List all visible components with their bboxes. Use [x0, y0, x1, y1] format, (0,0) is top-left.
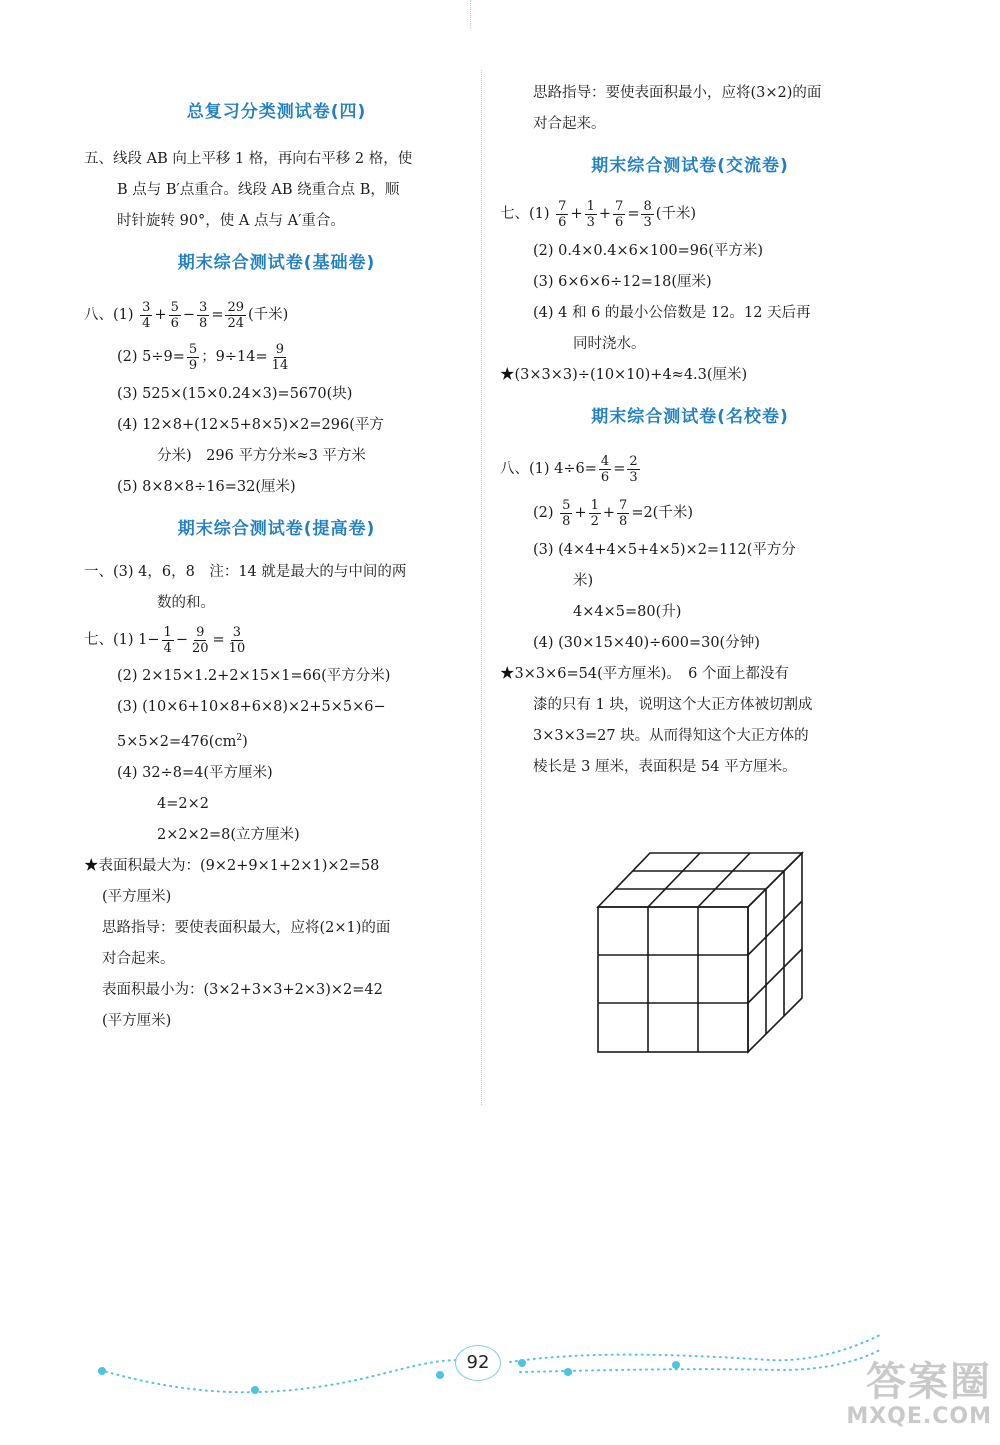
column-divider — [481, 70, 482, 1105]
question-label: 八、(1) — [84, 307, 134, 323]
answer-line-fraction: (2) $\frac{5}{8}$ + $\frac{1}{2}$ + $\frac{7}{8}$ =2(千米) — [533, 497, 694, 529]
answer-line-fraction: 八、(1) 4÷6= $\frac{4}{6}$ = $\frac{2}{3}$ — [500, 453, 638, 485]
fraction: $\frac{9}{20}$ — [191, 624, 209, 656]
answer-line: 五、线段 AB 向上平移 1 格，再向右平移 2 格，使 — [84, 151, 413, 167]
answer-line: (4) 32÷8=4(平方厘米) — [117, 764, 273, 781]
section-title-famous-school: 期末综合测试卷(名校卷) — [591, 407, 789, 427]
section-title-exchange: 期末综合测试卷(交流卷) — [591, 156, 789, 176]
page-top-mark — [470, 0, 471, 28]
answer-line: (4) 12×8+(12×5+8×5)×2=296(平方 — [117, 417, 384, 433]
answer-line: 2×2×2=8(立方厘米) — [157, 826, 300, 843]
answer-line: (4) (30×15×40)÷600=30(分钟) — [533, 635, 760, 651]
answer-line: ★表面积最大为：(9×2+9×1+2×1)×2=58 — [84, 857, 380, 874]
answer-line: (2) 2×15×1.2+2×15×1=66(平方分米) — [117, 668, 391, 684]
section-title-advanced: 期末综合测试卷(提高卷) — [177, 519, 376, 539]
answer-line-fraction: 七、(1) $\frac{7}{6}$ + $\frac{1}{3}$ + $\frac{7}{6}$ = $\frac{8}{3}$ (千米) — [500, 198, 697, 230]
fraction: $\frac{5}{6}$ — [170, 299, 179, 331]
answer-line: 对合起来。 — [102, 950, 175, 967]
fraction: $\frac{3}{4}$ — [142, 299, 151, 331]
fraction: $\frac{3}{10}$ — [228, 624, 246, 656]
answer-line: ★(3×3×3)÷(10×10)+4≈4.3(厘米) — [500, 367, 748, 383]
page-number: 92 — [455, 1345, 501, 1381]
fraction: $\frac{1}{3}$ — [586, 198, 595, 230]
fraction: $\frac{7}{6}$ — [615, 198, 624, 230]
star-icon: ★ — [500, 367, 515, 383]
answer-line: (3) (10×6+10×8+6×8)×2+5×5×6− — [117, 699, 386, 715]
answer-line: B 点与 B′点重合。线段 AB 绕重合点 B，顺 — [117, 182, 400, 198]
section-title-basic: 期末综合测试卷(基础卷) — [177, 253, 376, 273]
answer-line: 思路指导：要使表面积最小，应将(3×2)的面 — [533, 85, 822, 101]
answer-line: (5) 8×8×8÷16=32(厘米) — [117, 479, 296, 495]
answer-line: (平方厘米) — [102, 1012, 172, 1029]
answer-line: $5\times 5\times 2=476(cm^2)$ — [117, 733, 248, 750]
left-column — [84, 98, 469, 1037]
answer-line-fraction: 七、(1) 1− $\frac{1}{4}$ − $\frac{9}{20}$ = $\frac{3}{10}$ — [84, 624, 246, 656]
watermark — [812, 1360, 992, 1440]
answer-line: 时针旋转 90°，使 A 点与 A′重合。 — [117, 213, 345, 229]
answer-line: ★3×3×6=54(平方厘米)。 6 个面上都没有 — [500, 666, 789, 682]
answer-line-fraction: (2) 5÷9= $\frac{5}{9}$ ；9÷14= $\frac{9}{14}$ — [117, 341, 289, 373]
answer-line: 数的和。 — [157, 595, 215, 611]
answer-line: (4) 4 和 6 的最小公倍数是 12。12 天后再 — [533, 305, 811, 321]
fraction: $\frac{7}{8}$ — [619, 497, 628, 529]
fraction: $\frac{1}{4}$ — [163, 624, 172, 656]
answer-line: (2) 0.4×0.4×6×100=96(平方米) — [533, 243, 764, 259]
star-icon: ★ — [84, 857, 99, 874]
answer-line: 一、(3) 4，6，8 注：14 就是最大的与中间的两 — [84, 564, 407, 580]
answer-line: 对合起来。 — [533, 116, 606, 132]
answer-line: 分米) 296 平方分米≈3 平方米 — [157, 448, 366, 464]
watermark-url: MXQE.COM — [846, 1404, 992, 1429]
answer-line: 4=2×2 — [157, 795, 209, 812]
star-icon: ★ — [500, 666, 515, 682]
answer-line: 3×3×3=27 块。从而得知这个大正方体的 — [533, 728, 809, 744]
answer-line-fraction: 八、(1) $\frac{3}{4}$ + $\frac{5}{6}$ − $\frac{3}{8}$ = $\frac{29}{24}$ (千米) — [84, 299, 289, 331]
answer-line: 棱长是 3 厘米，表面积是 54 平方厘米。 — [533, 759, 797, 775]
right-column — [500, 78, 880, 783]
answer-line: 同时浇水。 — [573, 336, 646, 352]
fraction: $\frac{1}{2}$ — [590, 497, 599, 529]
fraction: $\frac{5}{9}$ — [188, 341, 198, 373]
answer-line: (3) (4×4+4×5+4×5)×2=112(平方分 — [533, 542, 796, 558]
answer-line: (3) 525×(15×0.24×3)=5670(块) — [117, 386, 353, 402]
fraction: $\frac{9}{14}$ — [271, 341, 289, 373]
answer-line: (平方厘米) — [102, 888, 172, 905]
answer-line: 漆的只有 1 块，说明这个大正方体被切割成 — [533, 697, 813, 713]
watermark-logo-text: 答案圈 — [866, 1359, 992, 1405]
fraction: $\frac{8}{3}$ — [643, 198, 652, 230]
fraction: $\frac{29}{24}$ — [227, 299, 245, 331]
fraction: $\frac{3}{8}$ — [199, 299, 208, 331]
answer-line: 思路指导：要使表面积最大，应将(2×1)的面 — [102, 919, 391, 936]
fraction: $\frac{7}{6}$ — [558, 198, 567, 230]
answer-line: 米) — [573, 573, 594, 589]
section-title-review-4: 总复习分类测试卷(四) — [186, 102, 367, 122]
fraction: $\frac{5}{8}$ — [562, 497, 571, 529]
cube-figure — [590, 845, 810, 1060]
answer-line: 表面积最小为：(3×2+3×3+2×3)×2=42 — [102, 981, 383, 998]
fraction: $\frac{2}{3}$ — [629, 453, 638, 485]
fraction: $\frac{4}{6}$ — [600, 453, 610, 485]
answer-line: 4×4×5=80(升) — [573, 604, 682, 620]
answer-line: (3) 6×6×6÷12=18(厘米) — [533, 274, 712, 290]
